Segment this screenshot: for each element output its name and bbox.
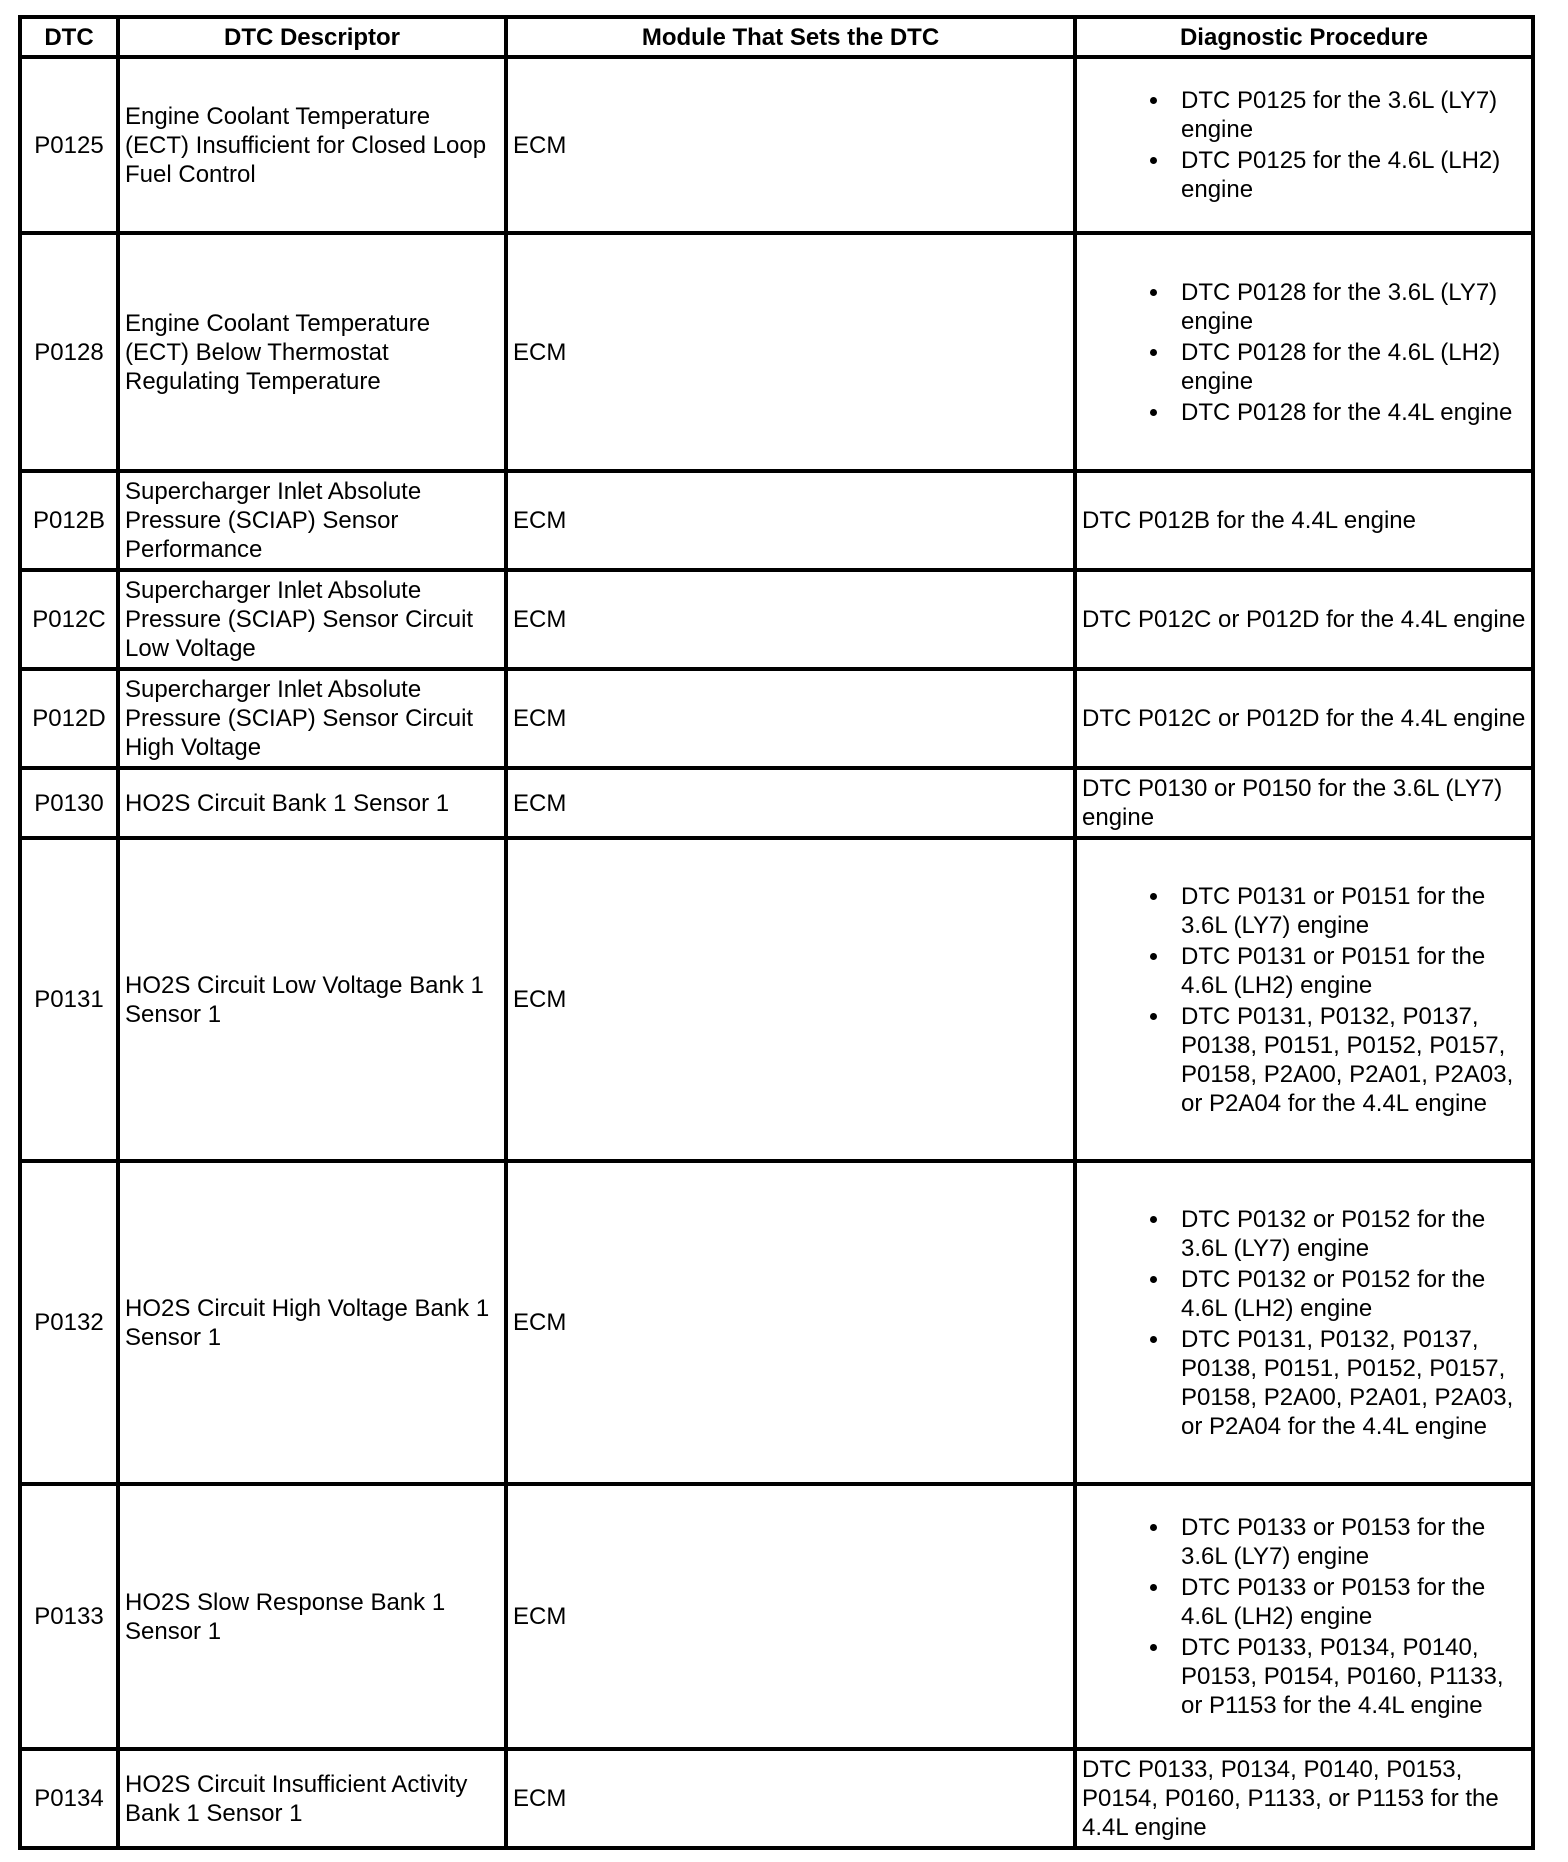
header-procedure: Diagnostic Procedure xyxy=(1075,17,1533,57)
procedure-link[interactable]: DTC P0130 or P0150 for the 3.6L (LY7) engine xyxy=(1075,768,1533,838)
procedure-link[interactable]: • DTC P0131, P0132, P0137, P0138, P0151, P0152, P0157, P0158, P2A00, P2A01, P2A03, or P2A04 for the 4.4L engine xyxy=(1171,1002,1526,1118)
dtc-module: ECM xyxy=(506,1749,1075,1848)
table-row xyxy=(20,768,1533,838)
table-row xyxy=(20,1749,1533,1848)
dtc-descriptor: Engine Coolant Temperature (ECT) Below Thermostat Regulating Temperature xyxy=(118,233,506,471)
table-row xyxy=(20,838,1533,1161)
dtc-descriptor: HO2S Circuit Low Voltage Bank 1 Sensor 1 xyxy=(118,838,506,1161)
procedure-link[interactable]: • DTC P0131, P0132, P0137, P0138, P0151, P0152, P0157, P0158, P2A00, P2A01, P2A03, or P2A04 for the 4.4L engine xyxy=(1171,1325,1526,1441)
diagnostic-procedure xyxy=(1075,1161,1533,1484)
dtc-code: P0130 xyxy=(20,768,118,838)
procedure-list xyxy=(1082,278,1526,427)
dtc-module: ECM xyxy=(506,1161,1075,1484)
header-descriptor: DTC Descriptor xyxy=(118,17,506,57)
procedure-link[interactable]: • DTC P0133, P0134, P0140, P0153, P0154, P0160, P1133, or P1153 for the 4.4L engine xyxy=(1171,1633,1526,1720)
header-dtc: DTC xyxy=(20,17,118,57)
dtc-table xyxy=(18,15,1535,1850)
dtc-module: ECM xyxy=(506,669,1075,768)
procedure-link[interactable]: • DTC P0128 for the 4.4L engine xyxy=(1171,398,1526,427)
dtc-code: P012D xyxy=(20,669,118,768)
procedure-link[interactable]: • DTC P0125 for the 4.6L (LH2) engine xyxy=(1171,146,1526,204)
dtc-code: P012B xyxy=(20,471,118,570)
procedure-link[interactable]: • DTC P0128 for the 4.6L (LH2) engine xyxy=(1171,338,1526,396)
table-row xyxy=(20,1484,1533,1749)
procedure-link[interactable]: DTC P0133, P0134, P0140, P0153, P0154, P0160, P1133, or P1153 for the 4.4L engine xyxy=(1075,1749,1533,1848)
dtc-code: P0128 xyxy=(20,233,118,471)
table-row xyxy=(20,233,1533,471)
dtc-module: ECM xyxy=(506,570,1075,669)
diagnostic-procedure xyxy=(1075,838,1533,1161)
dtc-code: P0132 xyxy=(20,1161,118,1484)
procedure-link[interactable]: DTC P012C or P012D for the 4.4L engine xyxy=(1075,570,1533,669)
procedure-link[interactable]: • DTC P0128 for the 3.6L (LY7) engine xyxy=(1171,278,1526,336)
procedure-link[interactable]: • DTC P0131 or P0151 for the 4.6L (LH2) engine xyxy=(1171,942,1526,1000)
dtc-module: ECM xyxy=(506,57,1075,233)
dtc-module: ECM xyxy=(506,471,1075,570)
procedure-link[interactable]: • DTC P0131 or P0151 for the 3.6L (LY7) engine xyxy=(1171,882,1526,940)
procedure-link[interactable]: DTC P012B for the 4.4L engine xyxy=(1075,471,1533,570)
dtc-descriptor: Supercharger Inlet Absolute Pressure (SCIAP) Sensor Circuit Low Voltage xyxy=(118,570,506,669)
procedure-list xyxy=(1082,1205,1526,1441)
diagnostic-procedure xyxy=(1075,233,1533,471)
table-row xyxy=(20,1161,1533,1484)
procedure-list xyxy=(1082,882,1526,1118)
table-row xyxy=(20,471,1533,570)
dtc-descriptor: Supercharger Inlet Absolute Pressure (SCIAP) Sensor Circuit High Voltage xyxy=(118,669,506,768)
dtc-code: P0134 xyxy=(20,1749,118,1848)
procedure-list xyxy=(1082,1513,1526,1720)
dtc-module: ECM xyxy=(506,1484,1075,1749)
dtc-code: P0133 xyxy=(20,1484,118,1749)
diagnostic-procedure xyxy=(1075,57,1533,233)
procedure-link[interactable]: • DTC P0133 or P0153 for the 4.6L (LH2) engine xyxy=(1171,1573,1526,1631)
dtc-descriptor: Supercharger Inlet Absolute Pressure (SCIAP) Sensor Performance xyxy=(118,471,506,570)
dtc-code: P0125 xyxy=(20,57,118,233)
table-row xyxy=(20,669,1533,768)
header-module: Module That Sets the DTC xyxy=(506,17,1075,57)
dtc-descriptor: HO2S Circuit High Voltage Bank 1 Sensor 1 xyxy=(118,1161,506,1484)
dtc-descriptor: HO2S Circuit Insufficient Activity Bank 1 Sensor 1 xyxy=(118,1749,506,1848)
dtc-descriptor: HO2S Slow Response Bank 1 Sensor 1 xyxy=(118,1484,506,1749)
dtc-module: ECM xyxy=(506,768,1075,838)
procedure-list xyxy=(1082,86,1526,204)
table-row xyxy=(20,570,1533,669)
procedure-link[interactable]: • DTC P0125 for the 3.6L (LY7) engine xyxy=(1171,86,1526,144)
dtc-module: ECM xyxy=(506,233,1075,471)
procedure-link[interactable]: • DTC P0132 or P0152 for the 4.6L (LH2) engine xyxy=(1171,1265,1526,1323)
procedure-link[interactable]: • DTC P0132 or P0152 for the 3.6L (LY7) engine xyxy=(1171,1205,1526,1263)
dtc-code: P0131 xyxy=(20,838,118,1161)
dtc-module: ECM xyxy=(506,838,1075,1161)
table-row xyxy=(20,57,1533,233)
dtc-descriptor: HO2S Circuit Bank 1 Sensor 1 xyxy=(118,768,506,838)
procedure-link[interactable]: • DTC P0133 or P0153 for the 3.6L (LY7) engine xyxy=(1171,1513,1526,1571)
dtc-code: P012C xyxy=(20,570,118,669)
procedure-link[interactable]: DTC P012C or P012D for the 4.4L engine xyxy=(1075,669,1533,768)
dtc-descriptor: Engine Coolant Temperature (ECT) Insufficient for Closed Loop Fuel Control xyxy=(118,57,506,233)
header-row xyxy=(20,17,1533,57)
diagnostic-procedure xyxy=(1075,1484,1533,1749)
